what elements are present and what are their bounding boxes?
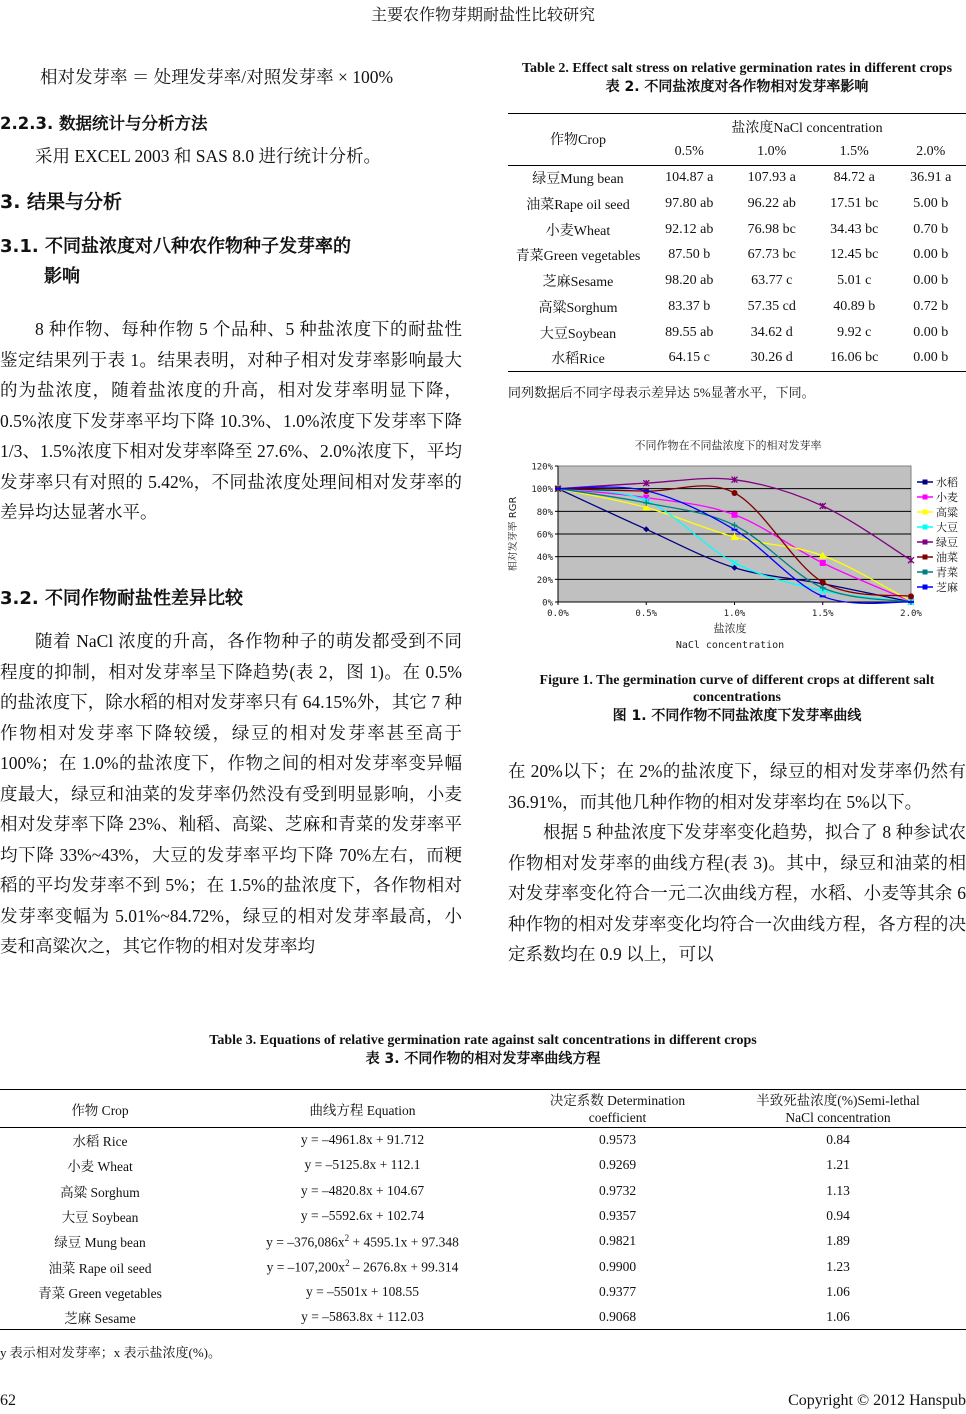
y-tick-label: 80% (536, 507, 553, 518)
table3 (0, 1089, 966, 1330)
table2-note: 同列数据后不同字母表示差异达 5%显著水平，下同。 (508, 384, 815, 400)
equation-main: y = –4820.8x + 104.67 (300, 1182, 425, 1198)
formula: 相对发芽率 ＝ 处理发芽率/对照发芽率 × 100% (40, 67, 394, 87)
section-3-1-text: 8 种作物、每种作物 5 个品种、5 种盐浓度下的耐盐性鉴定结果列于表 1。结果表明，对种子相对发芽率影响最大的为盐浓度，随着盐浓度的升高，相对发芽率明显下降，0.5%浓度下发芽率平均下降 10.3%、1.0%浓度下发芽率下降 1/3、1.5%浓度下相对发芽率降至 27.6%、2.0%浓度下，平均发芽率只有对照的 5.42%，不同盐浓度处理间相对发芽率的差异均达显著水平。 (0, 319, 462, 522)
legend-label: 油菜 (936, 550, 958, 564)
copyright: Copyright © 2012 Hanspub (788, 1392, 966, 1409)
section-3-title: 3. 结果与分析 (0, 191, 123, 213)
chart-svg (508, 436, 966, 658)
table3-note: y 表示相对发芽率；x 表示盐浓度(%)。 (0, 1345, 221, 1361)
table2-value-cell: 12.45 bc (830, 247, 879, 263)
table2-col-header: 2.0% (916, 143, 946, 159)
legend-label: 芝麻 (936, 580, 958, 594)
table2-caption-zh: 表 2. 不同盐浓度对各作物相对发芽率影响 (605, 79, 869, 95)
legend-swatch-icon (916, 552, 934, 562)
running-head: 主要农作物芽期耐盐性比较研究 (370, 7, 595, 24)
table2-value-cell: 87.50 b (668, 247, 711, 263)
table3-equation-cell (200, 1203, 525, 1228)
legend-swatch-icon (916, 567, 934, 577)
legend-label: 青菜 (936, 565, 958, 579)
table3-header-coef (525, 1090, 710, 1128)
table3-semi-lethal-cell: 1.06 (826, 1308, 850, 1324)
table3-row (0, 1178, 966, 1203)
table2-value-cell: 97.80 ab (665, 195, 714, 211)
table2-header-crop: 作物Crop (550, 133, 606, 149)
table3-crop-cell: 绿豆 Mung bean (54, 1235, 146, 1251)
y-tick-label: 100% (531, 485, 553, 496)
table2-crop-cell: 青菜Green vegetables (515, 249, 641, 265)
legend-swatch-icon (916, 582, 934, 592)
table3-equation-cell (200, 1229, 525, 1254)
table2-value-cell: 17.51 bc (830, 195, 879, 211)
equation-main: y = –4961.8x + 91.712 (300, 1132, 425, 1148)
legend-item (916, 549, 966, 564)
table2-crop-cell: 芝麻Sesame (542, 275, 614, 291)
table3-row (0, 1128, 966, 1153)
figure1-caption-en: Figure 1. The germination curve of different crops at different salt concentrations (539, 673, 935, 705)
table2-value-cell: 0.00 b (913, 247, 949, 263)
equation-main: y = –5501x + 108.55 (305, 1283, 420, 1299)
table2-col-header: 1.0% (757, 143, 787, 159)
legend-label: 水稻 (936, 475, 958, 489)
legend-item (916, 474, 966, 489)
table3-caption-zh: 表 3. 不同作物的相对发芽率曲线方程 (365, 1051, 601, 1067)
table2-value-cell: 0.00 b (913, 350, 949, 366)
table3-caption-en: Table 3. Equations of relative germination rate against salt concentrations in different crops (209, 1033, 757, 1048)
table3-equation-cell (200, 1305, 525, 1330)
right-text-2: 根据 5 种盐浓度下发芽率变化趋势，拟合了 8 种参试农作物相对发芽率的曲线方程(表 3)。其中，绿豆和油菜的相对发芽率变化符合一元二次曲线方程，水稻、小麦等其余 6 种作物的相对发芽率变化均符合一次曲线方程，各方程的决定系数均在 0.9 以上，可以 (508, 822, 966, 964)
table2-value-cell: 40.89 b (833, 298, 876, 314)
right-text-1: 在 20%以下；在 2%的盐浓度下，绿豆的相对发芽率仍然有 36.91%，而其他几种作物的相对发芽率均在 5%以下。 (508, 761, 966, 812)
table2-caption-en: Table 2. Effect salt stress on relative germination rates in different crops (521, 61, 953, 76)
equation-main: y = –5125.8x + 112.1 (304, 1157, 421, 1173)
table2-value-cell: 5.01 c (837, 273, 872, 289)
table3-section (0, 1032, 966, 1361)
table3-coef-cell: 0.9068 (598, 1308, 637, 1324)
legend-item (916, 564, 966, 579)
legend-swatch-icon (916, 537, 934, 547)
table2-value-cell: 0.00 b (913, 273, 949, 289)
data-point (820, 560, 826, 566)
table3-header-semi-line2: NaCl concentration (785, 1109, 891, 1125)
chart-legend (916, 474, 966, 594)
table2-value-cell: 36.91 a (910, 170, 952, 186)
table2-value-cell: 92.12 ab (665, 221, 714, 237)
table2-row (508, 294, 966, 320)
legend-swatch-icon (916, 477, 934, 487)
table3-semi-lethal-cell: 1.89 (826, 1233, 850, 1249)
table2-row (508, 242, 966, 268)
table3-row (0, 1279, 966, 1304)
table2-col-header: 0.5% (674, 143, 704, 159)
data-point (732, 490, 738, 496)
table2-value-cell: 98.20 ab (665, 273, 714, 289)
table2-row (508, 320, 966, 346)
x-axis-label-en: NaCl concentration (675, 640, 785, 651)
data-point (820, 579, 826, 585)
table3-row (0, 1305, 966, 1330)
table3-coef-cell: 0.9821 (598, 1233, 637, 1249)
legend-swatch-icon (916, 522, 934, 532)
equation-main: y = –5592.6x + 102.74 (300, 1208, 425, 1224)
table3-row (0, 1203, 966, 1228)
legend-swatch-icon (916, 492, 934, 502)
x-axis-label: 盐浓度 (713, 622, 747, 635)
table2-value-cell: 0.70 b (913, 221, 949, 237)
table2-value-cell: 16.06 bc (830, 350, 879, 366)
table3-row (0, 1153, 966, 1178)
table2 (508, 113, 966, 372)
equation-main: y = –107,200x (266, 1259, 346, 1275)
chart-title: 不同作物在不同盐浓度下的相对发芽率 (634, 439, 822, 452)
table3-equation-cell (200, 1128, 525, 1153)
x-tick-label: 0.5% (635, 609, 658, 619)
legend-label: 小麦 (936, 490, 958, 504)
table2-value-cell: 96.22 ab (747, 195, 796, 211)
table2-row (508, 165, 966, 191)
figure1-chart (508, 436, 966, 658)
table2-value-cell: 89.55 ab (665, 324, 714, 340)
page-number: 62 (0, 1392, 16, 1409)
table3-header-semi-line1: 半致死盐浓度(%)Semi-lethal (756, 1092, 920, 1108)
equation-main: y = –376,086x (266, 1234, 345, 1250)
table3-crop-cell: 水稻 Rice (72, 1134, 128, 1150)
x-tick-label: 0.0% (547, 609, 569, 619)
table2-col-header: 1.5% (839, 143, 869, 159)
table3-header-crop: 作物 Crop (71, 1102, 129, 1118)
equation-exponent: 2 (345, 1257, 350, 1268)
equation-exponent: 2 (344, 1232, 350, 1243)
legend-item (916, 504, 966, 519)
table2-crop-cell: 小麦Wheat (545, 223, 611, 239)
table3-row (0, 1229, 966, 1254)
table2-value-cell: 76.98 bc (747, 221, 796, 237)
table2-value-cell: 104.87 a (665, 170, 714, 186)
section-3-2-title: 3.2. 不同作物耐盐性差异比较 (0, 588, 243, 609)
legend-label: 绿豆 (936, 535, 958, 549)
table3-crop-cell: 大豆 Soybean (61, 1210, 139, 1226)
table3-coef-cell: 0.9357 (598, 1208, 637, 1224)
table3-semi-lethal-cell: 0.94 (826, 1208, 850, 1224)
table3-coef-cell: 0.9732 (598, 1182, 637, 1198)
table3-header-equation: 曲线方程 Equation (309, 1102, 416, 1118)
table2-crop-cell: 高粱Sorghum (538, 300, 618, 316)
legend-item (916, 489, 966, 504)
table2-section (508, 60, 966, 401)
table2-value-cell: 67.73 bc (747, 247, 796, 263)
table3-crop-cell: 油菜 Rape oil seed (48, 1260, 152, 1276)
table2-crop-cell: 大豆Soybean (539, 326, 617, 342)
section-2-2-3-text: 采用 EXCEL 2003 和 SAS 8.0 进行统计分析。 (35, 146, 381, 166)
equation-tail: + 4595.1x + 97.348 (349, 1234, 459, 1250)
table2-row (508, 346, 966, 372)
y-axis-label: 相对发芽率 RGR (508, 496, 519, 572)
x-tick-label: 1.5% (811, 609, 834, 619)
table2-value-cell: 83.37 b (668, 298, 711, 314)
legend-label: 高粱 (936, 505, 958, 519)
table2-crop-cell: 绿豆Mung bean (532, 172, 624, 188)
table3-equation-cell (200, 1254, 525, 1279)
table3-header-coef-line2: coefficient (588, 1109, 647, 1125)
table2-crop-cell: 水稻Rice (551, 352, 605, 368)
table2-value-cell: 0.72 b (913, 298, 949, 314)
legend-item (916, 519, 966, 534)
table3-semi-lethal-cell: 1.21 (826, 1157, 850, 1173)
legend-label: 大豆 (936, 520, 958, 534)
table3-semi-lethal-cell: 0.84 (826, 1132, 850, 1148)
table2-value-cell: 9.92 c (837, 324, 872, 340)
table3-coef-cell: 0.9377 (598, 1283, 637, 1299)
table3-coef-cell: 0.9900 (598, 1258, 637, 1274)
table2-value-cell: 5.00 b (913, 195, 949, 211)
section-3-1-title (0, 232, 462, 292)
table2-value-cell: 0.00 b (913, 324, 949, 340)
table3-equation-cell (200, 1153, 525, 1178)
figure1-caption-zh: 图 1. 不同作物不同盐浓度下发芽率曲线 (612, 708, 862, 724)
table2-value-cell: 84.72 a (833, 170, 875, 186)
legend-item (916, 534, 966, 549)
table3-semi-lethal-cell: 1.23 (826, 1258, 850, 1274)
table2-value-cell: 64.15 c (668, 350, 710, 366)
table2-row (508, 268, 966, 294)
y-tick-label: 120% (531, 462, 553, 473)
data-point (732, 512, 738, 518)
table3-header-semi (710, 1090, 966, 1128)
table3-equation-cell (200, 1279, 525, 1304)
table2-value-cell: 107.93 a (747, 170, 796, 186)
data-point (908, 593, 914, 599)
legend-item (916, 579, 966, 594)
table3-coef-cell: 0.9269 (598, 1157, 637, 1173)
table3-crop-cell: 高粱 Sorghum (60, 1184, 140, 1200)
table3-header-coef-line1: 决定系数 Determination (549, 1092, 686, 1108)
right-text (508, 756, 966, 970)
x-tick-label: 2.0% (900, 609, 922, 619)
table3-equation-cell (200, 1178, 525, 1203)
section-2-2-3-title: 2.2.3. 数据统计与分析方法 (0, 114, 208, 133)
table2-value-cell: 34.62 d (750, 324, 793, 340)
y-tick-label: 40% (536, 553, 553, 564)
table2-value-cell: 63.77 c (751, 273, 793, 289)
equation-tail: – 2676.8x + 99.314 (349, 1259, 459, 1275)
y-tick-label: 20% (536, 575, 553, 586)
table3-coef-cell: 0.9573 (598, 1132, 637, 1148)
table2-header-group: 盐浓度NaCl concentration (731, 120, 883, 136)
y-tick-label: 60% (536, 530, 553, 541)
x-tick-label: 1.0% (723, 609, 746, 619)
table3-crop-cell: 青菜 Green vegetables (38, 1285, 162, 1301)
table3-semi-lethal-cell: 1.13 (826, 1182, 850, 1198)
table3-row (0, 1254, 966, 1279)
table2-row (508, 191, 966, 217)
section-3-2-text: 随着 NaCl 浓度的升高，各作物种子的萌发都受到不同程度的抑制，相对发芽率呈下降趋势(表 2，图 1)。在 0.5%的盐浓度下，除水稻的相对发芽率只有 64.15%外，其它 7 种作物相对发芽率下降较缓，绿豆的相对发芽率甚至高于 100%；在 1.0%的盐浓度下，作物之间的相对发芽率变异幅度最大，绿豆和油菜的发芽率仍然没有受到明显影响，小麦相对发芽率下降 23%、籼稻、高粱、芝麻和青菜的发芽率平均下降 33%~43%，大豆的发芽率平均下降 70%左右，而粳稻的平均发芽率不到 5%；在 1.5%的盐浓度下，各作物相对发芽率变幅为 5.01%~84.72%，绿豆的相对发芽率最高，小麦和高粱次之，其它作物的相对发芽率均 (0, 631, 462, 956)
table2-value-cell: 30.26 d (750, 350, 793, 366)
figure1-caption (508, 672, 966, 726)
table2-value-cell: 34.43 bc (830, 221, 879, 237)
table2-crop-cell: 油菜Rape oil seed (526, 197, 630, 213)
equation-main: y = –5863.8x + 112.03 (301, 1308, 424, 1324)
legend-swatch-icon (916, 507, 934, 517)
section-3-1-title-line1: 3.1. 不同盐浓度对八种农作物种子发芽率的 (0, 236, 351, 257)
table3-crop-cell: 芝麻 Sesame (64, 1310, 136, 1326)
section-3-1-title-line2: 影响 (44, 266, 80, 287)
table2-row (508, 217, 966, 243)
table2-value-cell: 57.35 cd (747, 298, 796, 314)
y-tick-label: 0% (542, 598, 553, 609)
table3-crop-cell: 小麦 Wheat (67, 1159, 133, 1175)
table3-semi-lethal-cell: 1.06 (826, 1283, 850, 1299)
